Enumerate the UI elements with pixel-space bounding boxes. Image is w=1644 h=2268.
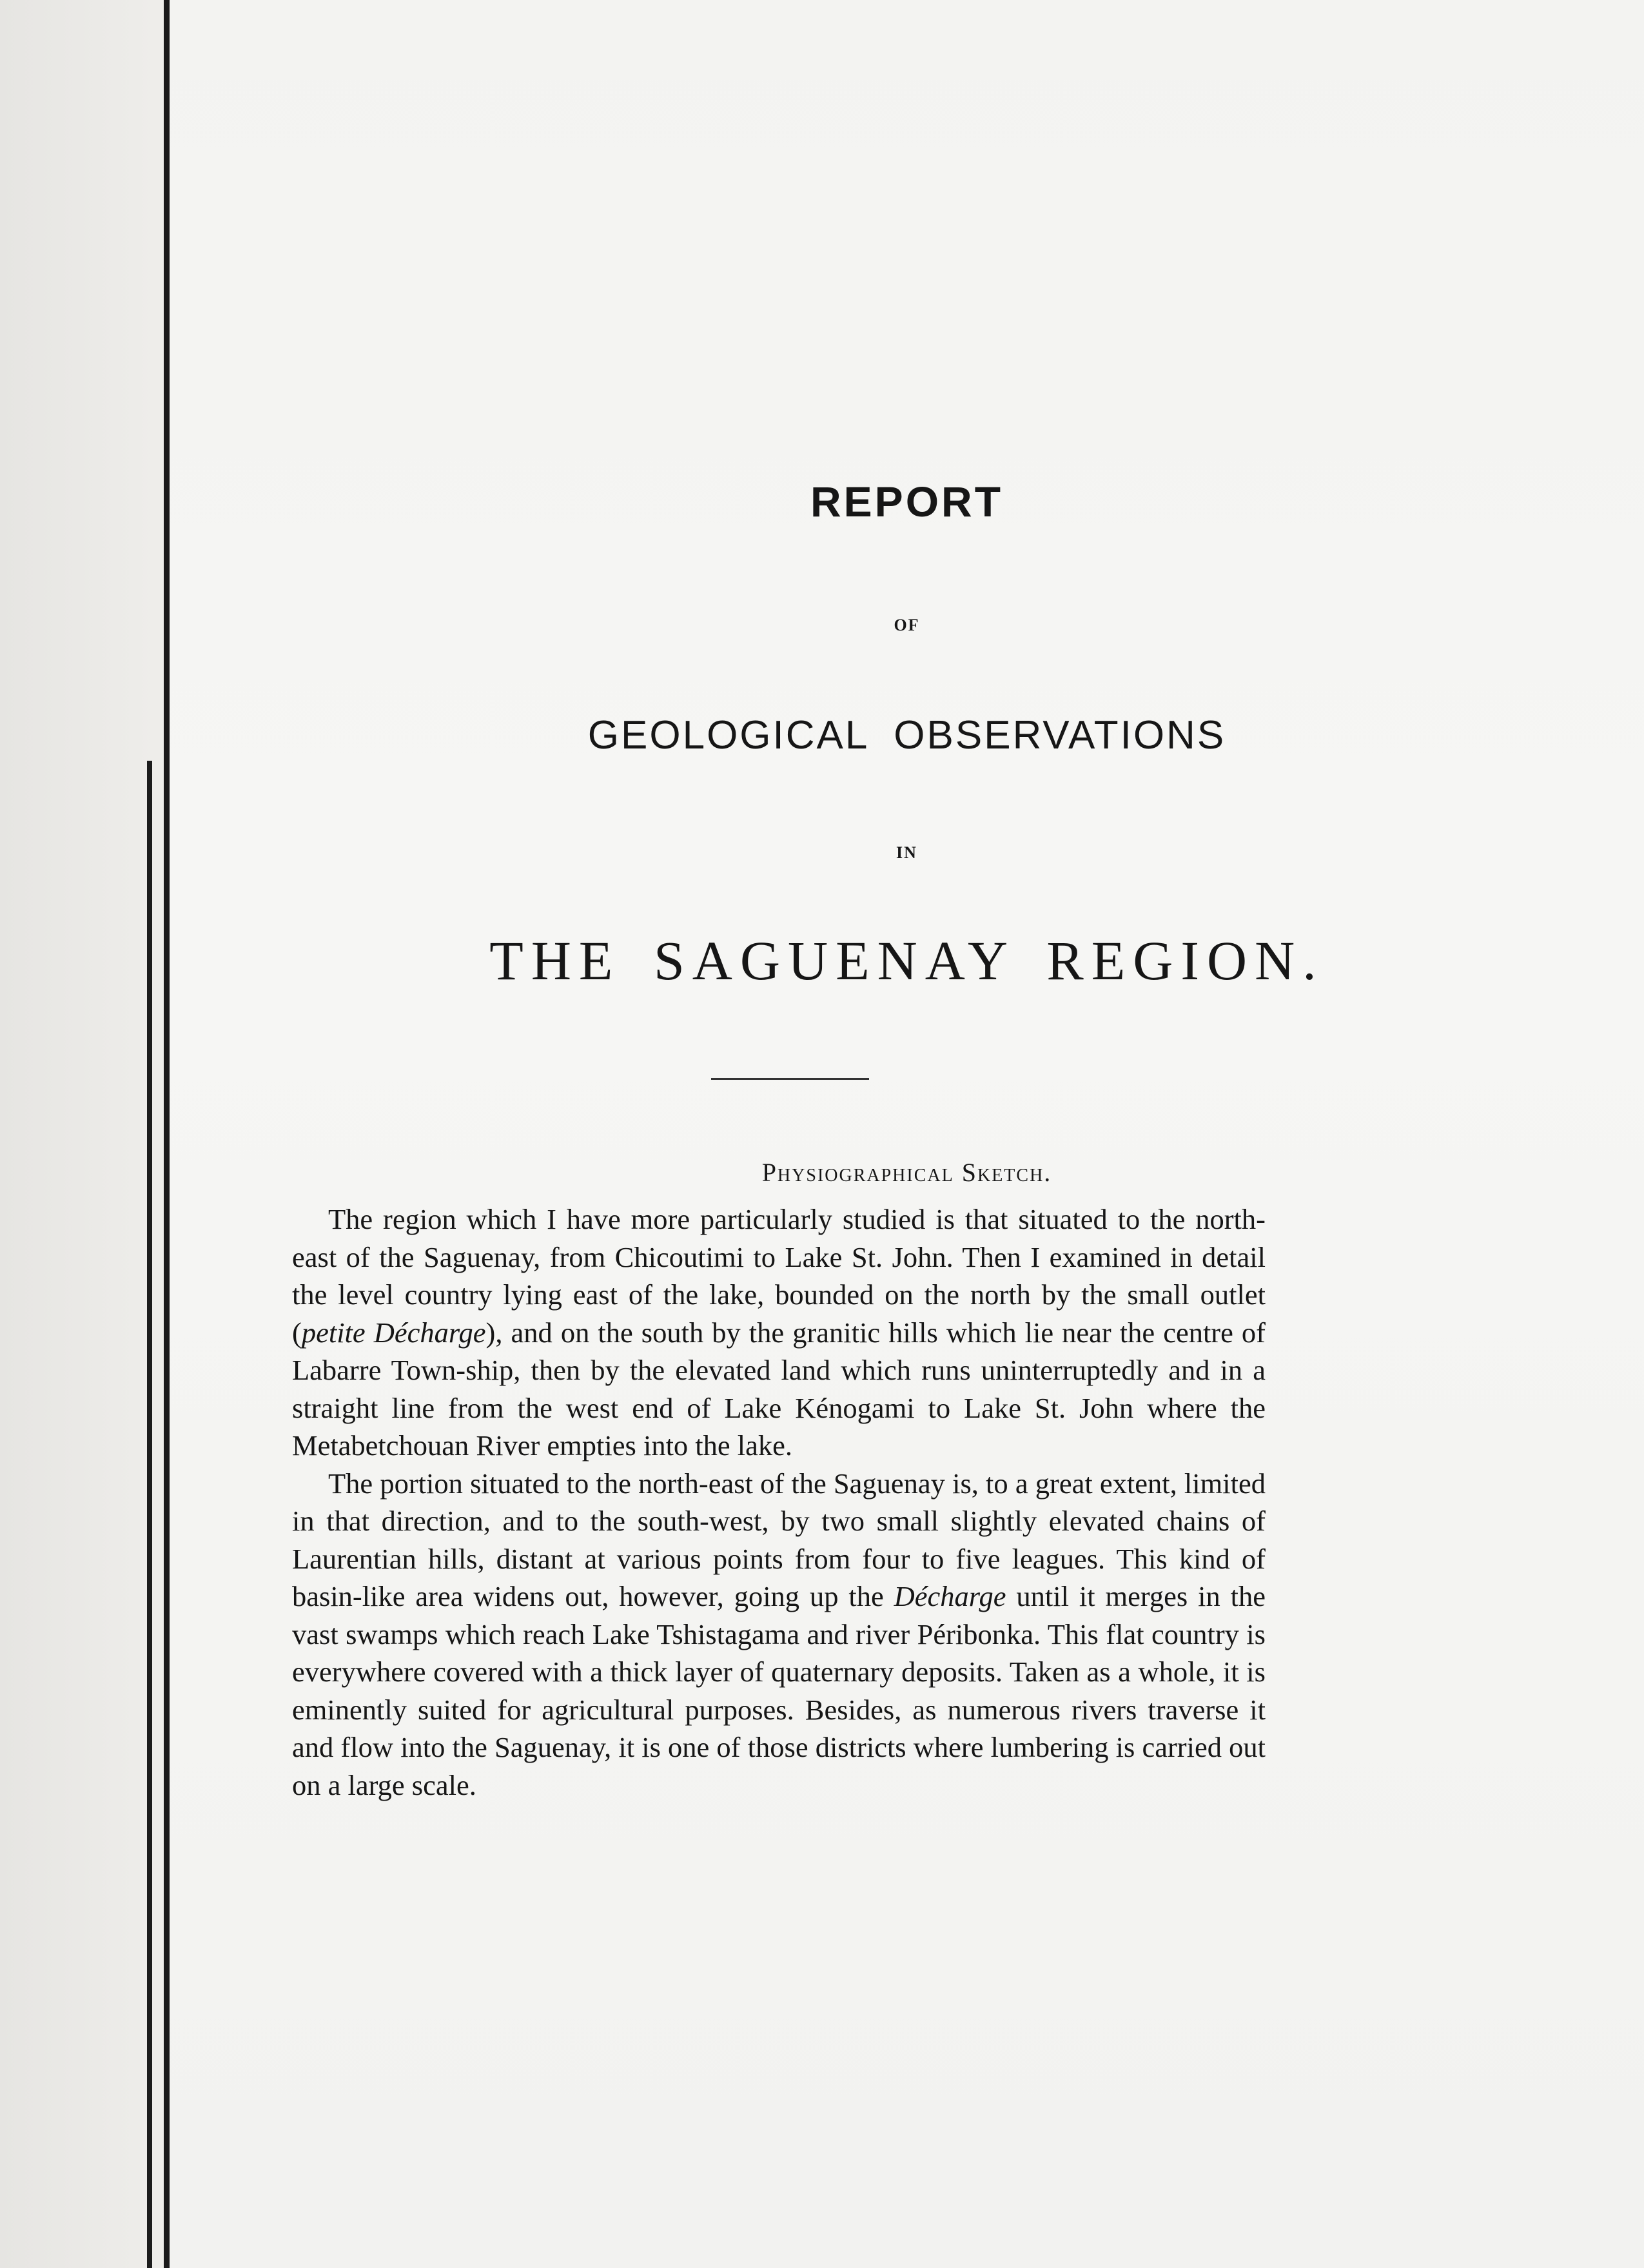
paragraph-2 xyxy=(292,1465,1266,1804)
binding-edge-line xyxy=(164,0,170,2268)
paragraph-1-text-b: ), and on the south by the granitic hills which lie near the centre of Labarre Town-ship, then by the elevated land which runs uninterruptedly and in a straight line from the west end of Lake Kénogami to Lake St. John where the Metabetchouan River empties into the lake. xyxy=(292,1316,1266,1461)
title-of: OF xyxy=(894,616,920,634)
body-text xyxy=(292,1200,1266,1804)
paragraph-2-text-b: until it merges in the vast swamps which reach Lake Tshistagama and river Péribonka. This flat country is everywhere covered with a thick layer of quaternary deposits. Taken as a whole, it is eminently suited for agricultural purposes. Besides, as numerous rivers traverse it and flow into the Saguenay, it is one of those districts where lumbering is carried out on a large scale. xyxy=(292,1580,1266,1801)
title-divider xyxy=(711,1078,869,1080)
paragraph-2-italic: Décharge xyxy=(894,1580,1006,1612)
title-saguenay-region: THE SAGUENAY REGION. xyxy=(489,930,1324,992)
title-in: IN xyxy=(896,843,917,862)
section-heading: Physiographical Sketch. xyxy=(761,1158,1052,1187)
title-report: REPORT xyxy=(810,478,1004,525)
paragraph-1-text-a: The region which I have more particularly studied is that situated to the north-east of the Saguenay, from Chicoutimi to Lake St. John. Then I examined in detail the level country lying east of the lake, bounded on the north by the small outlet ( xyxy=(292,1203,1266,1349)
paragraph-2-text-a: The portion situated to the north-east of the Saguenay is, to a great extent, limited in that direction, and to the south-west, by two small slightly elevated chains of Laurentian hills, distant at various points from four to five leagues. This kind of basin-like area widens out, however, going up the xyxy=(292,1467,1266,1612)
paragraph-1-italic: petite Décharge xyxy=(301,1316,486,1349)
document-page xyxy=(170,0,1644,2268)
paragraph-1 xyxy=(292,1200,1266,1465)
binding-shadow-line xyxy=(147,761,152,2268)
title-geological-observations: GEOLOGICAL OBSERVATIONS xyxy=(587,713,1226,758)
